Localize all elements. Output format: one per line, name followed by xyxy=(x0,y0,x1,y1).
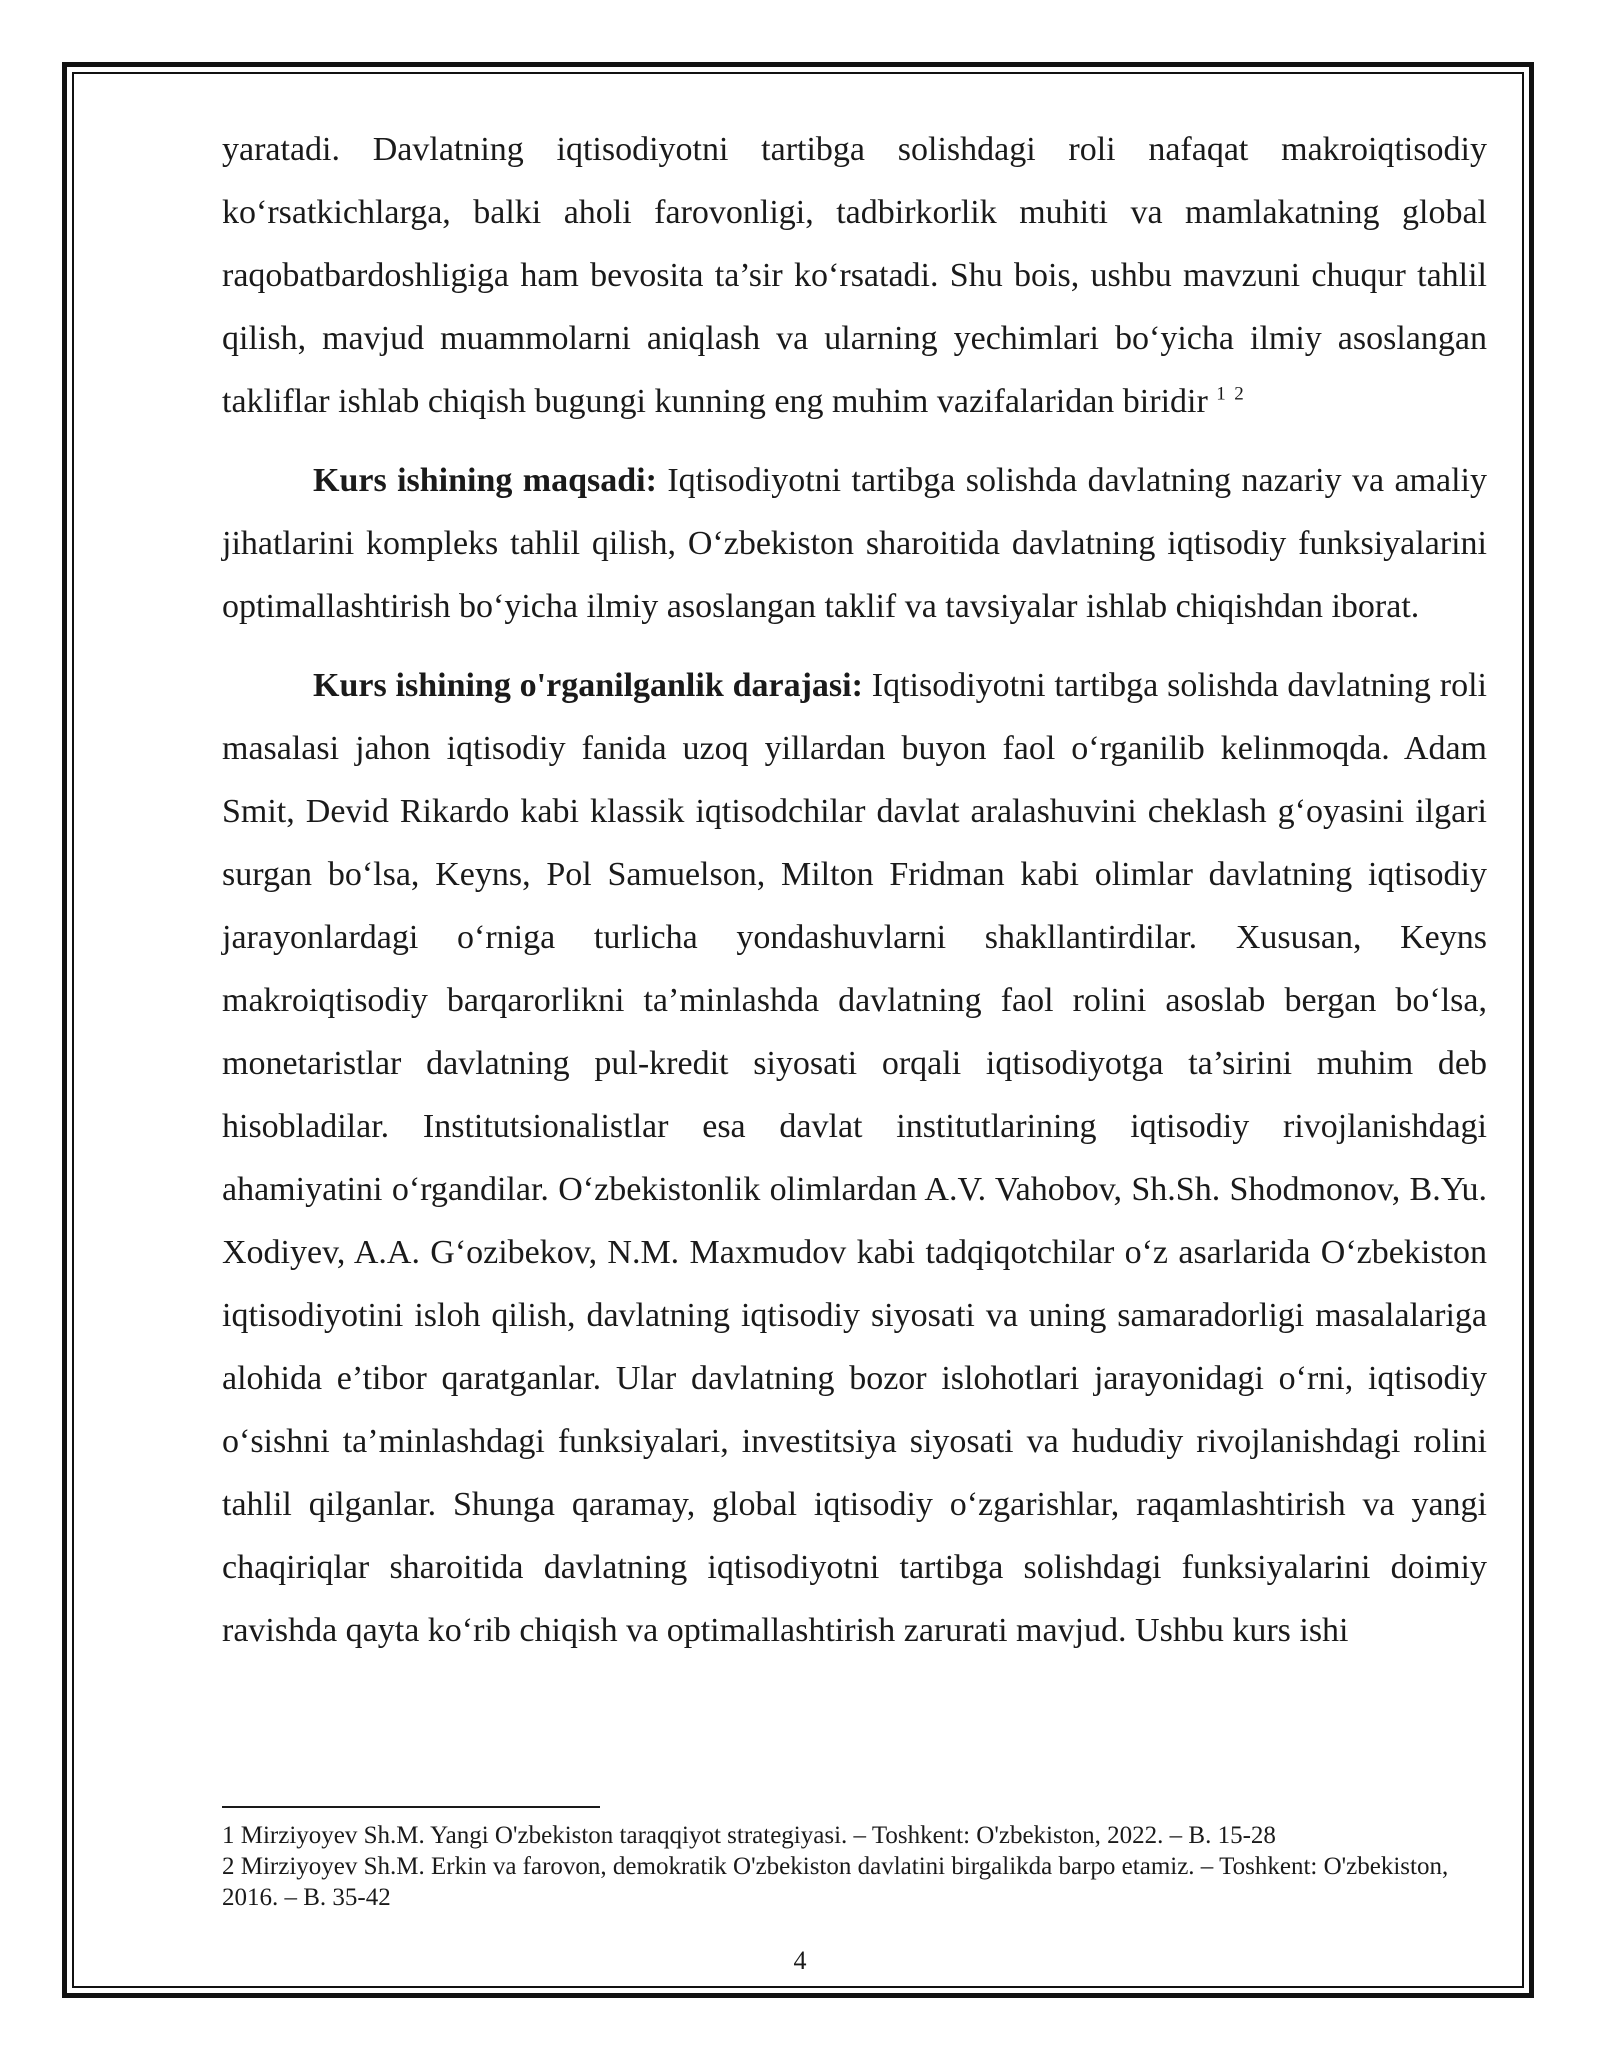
paragraph-text: Iqtisodiyotni tartibga solishda davlatning nazariy va amaliy jihatlarini kompleks tahlil qilish, O‘zbekiston sharoitida davlatning iqtisodiy funksiyalarini optimallashtirish bo‘yicha ilmiy asoslangan taklif va tavsiyalar ishlab chiqishdan iborat. xyxy=(222,462,1487,625)
section-heading-goal: Kurs ishining maqsadi: xyxy=(313,462,657,499)
paragraph-intro-continuation xyxy=(222,118,1487,433)
footnote-2: 2 Mirziyoyev Sh.M. Erkin va farovon, demokratik O'zbekiston davlatini birgalikda barpo etamiz. – Toshkent: O'zbekiston, 2016. – B. 35-42 xyxy=(222,1853,1449,1911)
paragraph-research-level xyxy=(222,654,1487,1662)
paragraph-goal xyxy=(222,449,1487,638)
footnotes xyxy=(222,1820,1487,1913)
page-body xyxy=(222,118,1487,1662)
paragraph-text: yaratadi. Davlatning iqtisodiyotni tartibga solishdagi roli nafaqat makroiqtisodiy ko‘rsatkichlarga, balki aholi farovonligi, tadbirkorlik muhiti va mamlakatning global raqobatbardoshligiga ham bevosita ta’sir ko‘rsatadi. Shu bois, ushbu mavzuni chuqur tahlil qilish, mavjud muammolarni aniqlash va ularning yechimlari bo‘yicha ilmiy asoslangan takliflar ishlab chiqish bugungi kunning eng muhim vazifalaridan biridir xyxy=(222,131,1487,420)
footnote-1: 1 Mirziyoyev Sh.M. Yangi O'zbekiston taraqqiyot strategiyasi. – Toshkent: O'zbekiston, 2022. – B. 15-28 xyxy=(222,1822,1276,1849)
paragraph-text: Iqtisodiyotni tartibga solishda davlatning roli masalasi jahon iqtisodiy fanida uzoq yillardan buyon faol o‘rganilib kelinmoqda. Adam Smit, Devid Rikardo kabi klassik iqtisodchilar davlat aralashuvini cheklash g‘oyasini ilgari surgan bo‘lsa, Keyns, Pol Samuelson, Milton Fridman kabi olimlar davlatning iqtisodiy jarayonlardagi o‘rniga turlicha yondashuvlarni shakllantirdilar. Xususan, Keyns makroiqtisodiy barqarorlikni ta’minlashda davlatning faol rolini asoslab bergan bo‘lsa, monetaristlar davlatning pul-kredit siyosati orqali iqtisodiyotga ta’sirini muhim deb hisobladilar. Institutsionalistlar esa davlat institutlarining iqtisodiy rivojlanishdagi ahamiyatini o‘rgandilar. O‘zbekistonlik olimlardan A.V. Vahobov, Sh.Sh. Shodmonov, B.Yu. Xodiyev, A.A. G‘ozibekov, N.M. Maxmudov kabi tadqiqotchilar o‘z asarlarida O‘zbekiston iqtisodiyotini isloh qilish, davlatning iqtisodiy siyosati va uning samaradorligi masalalariga alohida e’tibor qaratganlar. Ular davlatning bozor islohotlari jarayonidagi o‘rni, iqtisodiy o‘sishni ta’minlashdagi funksiyalari, investitsiya siyosati va hududiy rivojlanishdagi rolini tahlil qilganlar. Shunga qaramay, global iqtisodiy o‘zgarishlar, raqamlashtirish va yangi chaqiriqlar sharoitida davlatning iqtisodiyotni tartibga solishdagi funksiyalarini doimiy ravishda qayta ko‘rib chiqish va optimallashtirish zarurati mavjud. Ushbu kurs ishi xyxy=(222,667,1488,1649)
footnote-separator xyxy=(222,1806,600,1808)
section-heading-research-level: Kurs ishining o'rganilganlik darajasi: xyxy=(313,667,863,704)
footnote-ref-1[interactable]: 1 xyxy=(1216,383,1226,405)
footnote-ref-2[interactable]: 2 xyxy=(1234,383,1244,405)
page-number: 4 xyxy=(793,1946,807,1975)
